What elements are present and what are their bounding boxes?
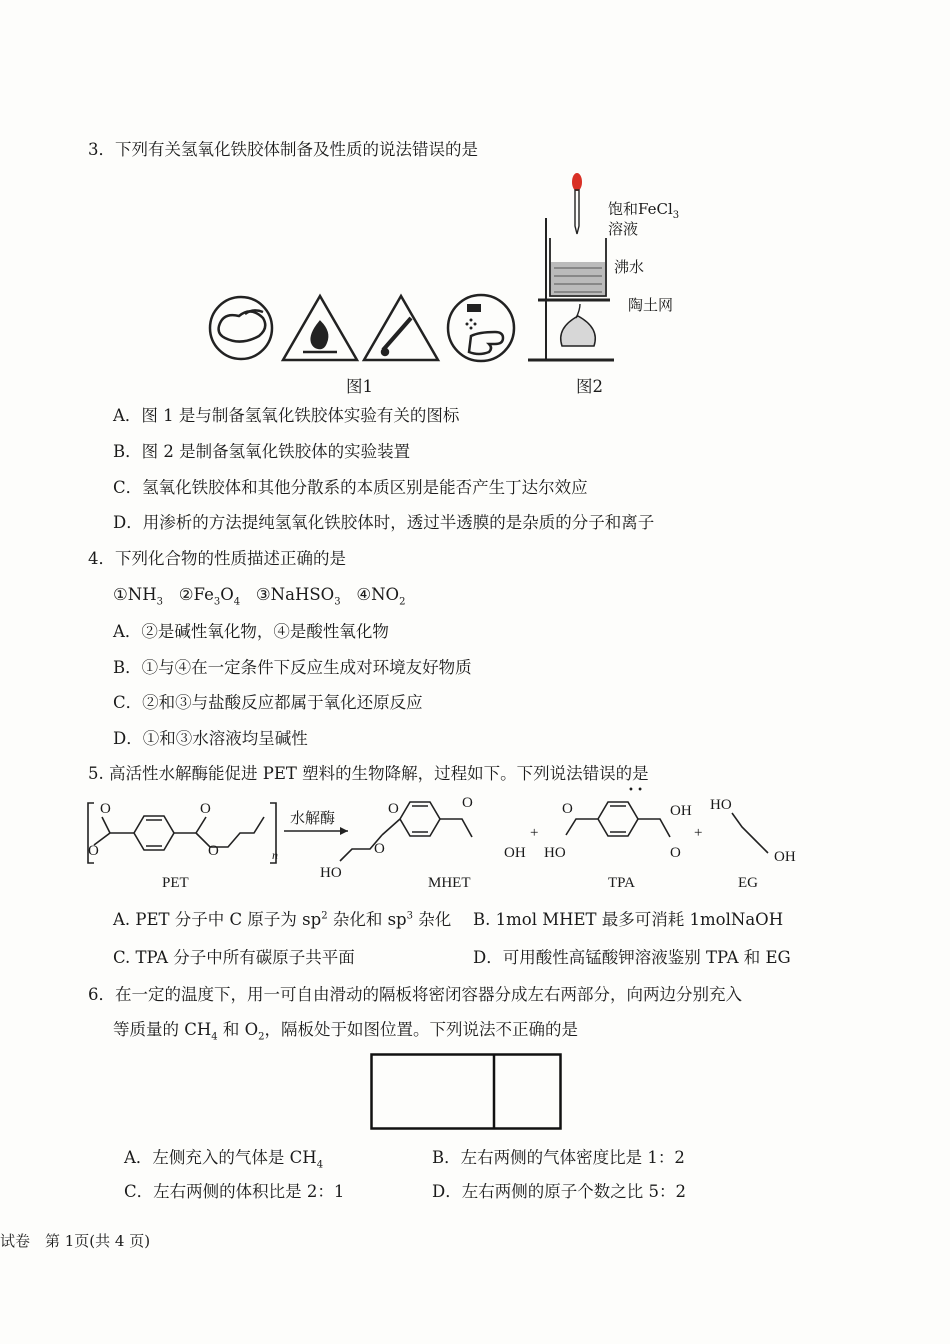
tpa-o-left: O	[562, 801, 573, 817]
tpa-o-right: O	[670, 845, 681, 861]
mhet-o-acid: O	[462, 795, 473, 811]
pet-n-subscript: n	[272, 848, 278, 862]
q3-option-a: A．图 1 是与制备氢氧化铁胶体实验有关的图标	[113, 406, 460, 425]
mhet-oh: OH	[504, 845, 526, 861]
q5-stem: 5. 高活性水解酶能促进 PET 塑料的生物降解，过程如下。下列说法错误的是	[88, 764, 649, 783]
fig2-label-solution: 溶液	[608, 220, 639, 238]
mhet-ho: HO	[320, 865, 342, 881]
sharp-object-warning-icon	[364, 296, 438, 360]
q3-option-c: C．氢氧化铁胶体和其他分散系的本质区别是能否产生丁达尔效应	[113, 478, 588, 497]
q5-option-c: C. TPA 分子中所有碳原子共平面	[113, 948, 355, 967]
q4-compound-list: $①NH_3$ $②Fe_3O_4$ ③NaHSO$_3$ $④NO_2$	[113, 585, 406, 608]
plus-1: +	[530, 825, 539, 841]
pet-o-ester: O	[208, 843, 219, 859]
emphasis-dots: • •	[628, 785, 643, 796]
fig2-caption: 图2	[576, 377, 603, 396]
q6-option-b: B．左右两侧的气体密度比是 1：2	[432, 1148, 685, 1167]
q6-option-c: C．左右两侧的体积比是 2：1	[124, 1182, 345, 1201]
pet-o-bottom: O	[88, 843, 99, 859]
fig2-label-boiling-water: 沸水	[614, 258, 645, 276]
q3-option-d: D．用渗析的方法提纯氢氧化铁胶体时，透过半透膜的是杂质的分子和离子	[113, 513, 655, 532]
q6-option-d: D．左右两侧的原子个数之比 5：2	[432, 1182, 686, 1201]
fig1-caption: 图1	[346, 377, 373, 396]
tpa-oh: OH	[670, 803, 692, 819]
mhet-name: MHET	[428, 875, 471, 891]
q4-option-a: A．②是碱性氧化物，④是酸性氧化物	[113, 622, 389, 641]
q4-option-d: D．①和③水溶液均呈碱性	[113, 729, 308, 748]
q5-reaction-scheme	[82, 795, 812, 901]
q4-option-c: C．②和③与盐酸反应都属于氧化还原反应	[113, 693, 423, 712]
q5-option-a: A. PET 分子中 C 原子为 $sp^2$ 杂化和 $sp^3$ 杂化	[113, 910, 452, 929]
q4-option-b: B．①与④在一定条件下反应生成对环境友好物质	[113, 658, 472, 677]
q6-stem-line1: 6．在一定的温度下，用一可自由滑动的隔板将密闭容器分成左右两部分，向两边分别充入	[88, 985, 742, 1004]
q4-stem: 4．下列化合物的性质描述正确的是	[88, 549, 346, 568]
eg-oh: OH	[774, 849, 796, 865]
q3-option-b: B．图 2 是制备氢氧化铁胶体的实验装置	[113, 442, 411, 461]
pet-o-right: O	[200, 801, 211, 817]
q5-option-d: D．可用酸性高锰酸钾溶液鉴别 TPA 和 EG	[473, 948, 791, 967]
q3-figure-2-apparatus	[520, 168, 620, 368]
pet-o-left: O	[100, 801, 111, 817]
mhet-o-top: O	[388, 801, 399, 817]
hand-wash-icon	[441, 290, 521, 370]
mhet-o-ester: O	[374, 841, 385, 857]
tpa-ho: HO	[544, 845, 566, 861]
eg-name: EG	[738, 875, 758, 891]
q3-figure-1	[205, 288, 445, 368]
hot-surface-icon	[210, 297, 272, 359]
q6-container-diagram	[370, 1053, 564, 1130]
q6-stem-line2: 等质量的 $CH_4$ 和 $O_2$，隔板处于如图位置。下列说法不正确的是	[113, 1020, 579, 1043]
q6-option-a: A．左侧充入的气体是 $CH_4$	[124, 1148, 324, 1171]
plus-2: +	[694, 825, 703, 841]
pet-name: PET	[162, 875, 189, 891]
q3-stem: 3．下列有关氢氧化铁胶体制备及性质的说法错误的是	[88, 140, 478, 159]
tpa-name: TPA	[608, 875, 635, 891]
q5-option-b: B. 1mol MHET 最多可消耗 1molNaOH	[473, 910, 784, 929]
flame-warning-icon	[283, 296, 357, 360]
fig2-label-gauze: 陶土网	[628, 296, 674, 314]
page-footer: 试卷 第 1页(共 4 页)	[0, 1232, 151, 1250]
arrow-label: 水解酶	[290, 811, 336, 827]
eg-ho: HO	[710, 797, 732, 813]
fig2-label-fecl3: 饱和FeCl$_3$	[608, 200, 680, 221]
